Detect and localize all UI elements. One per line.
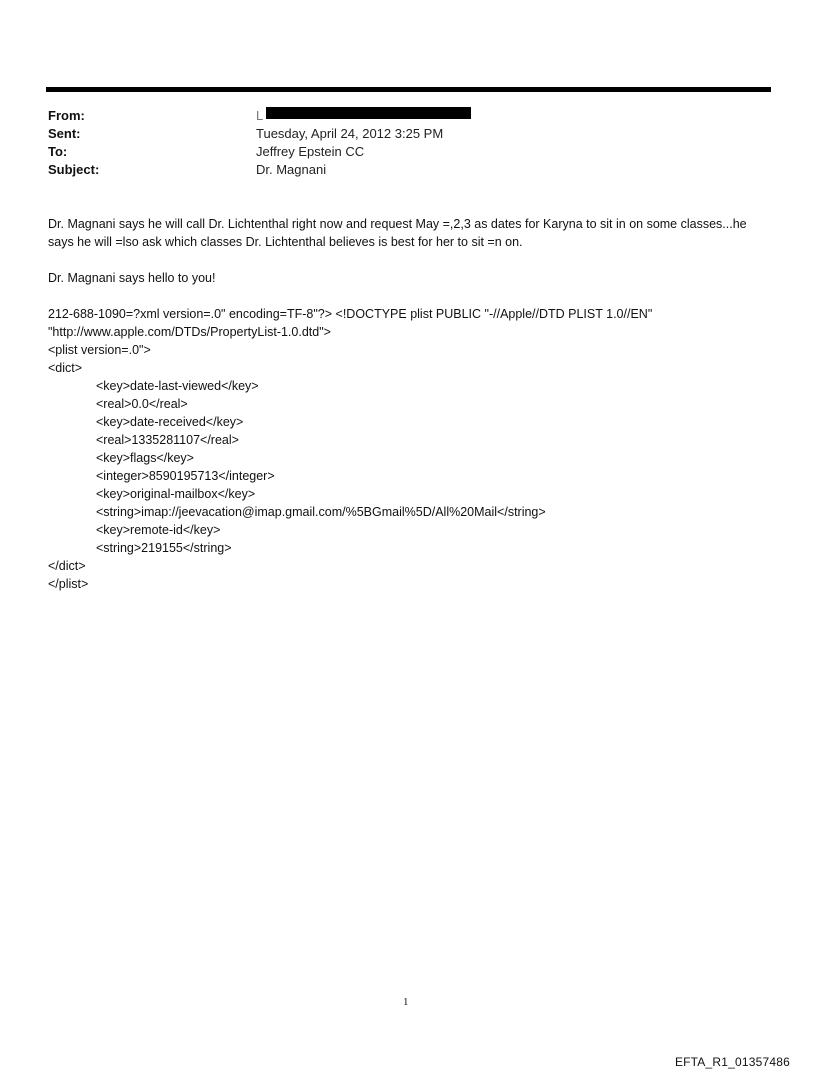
plist-line: <string>219155</string> [96,541,232,555]
subject-value: Dr. Magnani [256,162,327,177]
plist-line: <key>flags</key> [96,451,194,465]
redaction-block [266,107,471,119]
plist-line: 212-688-1090=?xml version=.0" encoding=TF-8"?> <!DOCTYPE plist PUBLIC "-//Apple//DTD PLIST 1.0//EN" [48,307,653,321]
plist-line: <plist version=.0"> [48,343,151,357]
sent-row [48,125,768,143]
body-paragraph-2: Dr. Magnani says hello to you! [48,271,216,285]
plist-line: "http://www.apple.com/DTDs/PropertyList-1.0.dtd"> [48,325,331,339]
plist-block [48,305,768,593]
email-body [48,215,768,593]
to-label: To: [48,144,68,159]
plist-line: <key>original-mailbox</key> [96,487,256,501]
plist-line: <key>date-last-viewed</key> [96,379,259,393]
page-number: 1 [403,996,409,1008]
plist-line: <key>date-received</key> [96,415,244,429]
to-row [48,143,768,161]
plist-line: </dict> [48,559,86,573]
from-row [48,107,768,125]
plist-line: <real>1335281107</real> [96,433,239,447]
body-paragraph-1: Dr. Magnani says he will call Dr. Lichtenthal right now and request May =,2,3 as dates for Karyna to sit in on some classes...he says he will =lso ask which classes Dr. Lichtenthal believes is best for her to sit =n on. [48,217,751,249]
email-header [48,107,768,179]
header-divider [46,87,771,92]
plist-line: <integer>8590195713</integer> [96,469,275,483]
from-label: From: [48,108,85,123]
subject-label: Subject: [48,162,100,177]
sent-label: Sent: [48,126,81,141]
plist-line: <string>imap://jeevacation@imap.gmail.com/%5BGmail%5D/All%20Mail</string> [96,505,546,519]
plist-line: <key>remote-id</key> [96,523,221,537]
sent-value: Tuesday, April 24, 2012 3:25 PM [256,126,444,141]
to-value: Jeffrey Epstein CC [256,144,365,159]
plist-line: <real>0.0</real> [96,397,188,411]
from-value-text: L [256,108,264,123]
subject-row [48,161,768,179]
plist-line: <dict> [48,361,83,375]
document-id: EFTA_R1_01357486 [674,1055,790,1069]
plist-line: </plist> [48,577,89,591]
from-value [256,107,768,125]
